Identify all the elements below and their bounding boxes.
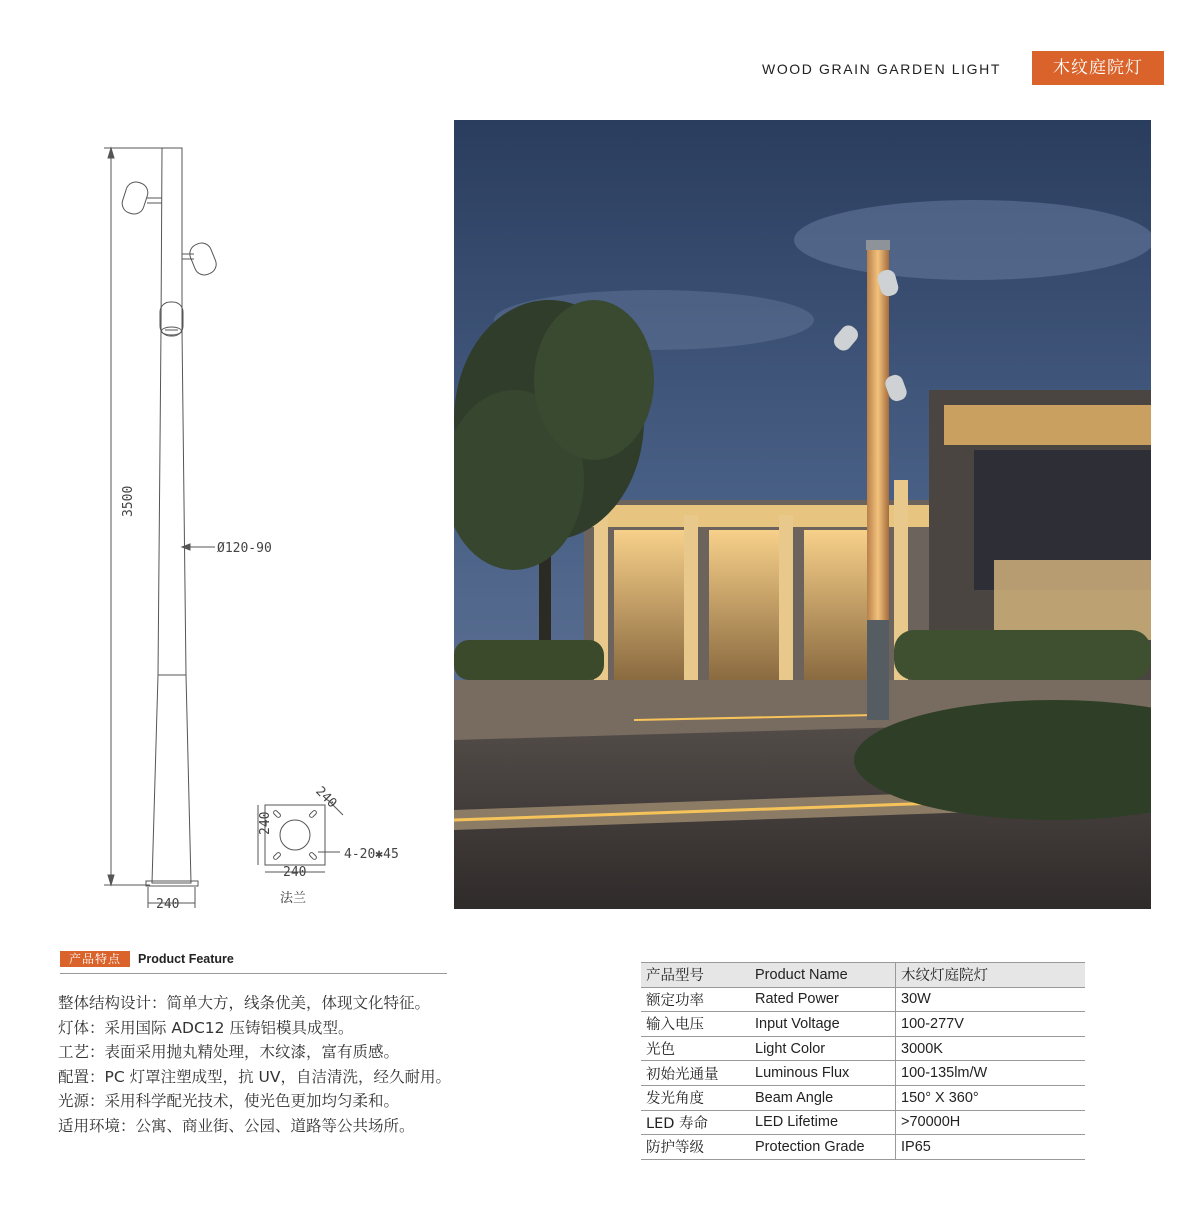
spec-label-cn: 输入电压	[641, 1012, 748, 1037]
spec-label-en: Beam Angle	[748, 1085, 896, 1110]
table-row	[641, 1012, 1085, 1037]
product-feature-badge: 产品特点	[60, 951, 130, 967]
spec-value: 30W	[896, 987, 1086, 1012]
spotlight-head-middle	[182, 240, 219, 278]
diameter-dimension-label: Ø120-90	[217, 541, 272, 556]
spec-value: 150° X 360°	[896, 1085, 1086, 1110]
spec-label-en: Light Color	[748, 1036, 896, 1061]
feature-item: 配置：PC 灯罩注塑成型，抗 UV，自洁清洗，经久耐用。	[58, 1067, 451, 1086]
spec-label-cn: 初始光通量	[641, 1061, 748, 1086]
spotlight-head-upper	[120, 179, 162, 216]
feature-item: 工艺：表面采用抛丸精处理，木纹漆，富有质感。	[58, 1043, 400, 1062]
table-row	[641, 1085, 1085, 1110]
spec-label-en: Protection Grade	[748, 1135, 896, 1160]
spec-table	[641, 962, 1085, 1160]
table-row	[641, 1110, 1085, 1135]
spec-label-cn: LED 寿命	[641, 1110, 748, 1135]
base-width-label: 240	[156, 897, 180, 912]
header-title-en: WOOD GRAIN GARDEN LIGHT	[762, 61, 1002, 77]
spec-label-en: Product Name	[748, 963, 896, 988]
feature-item: 整体结构设计：简单大方，线条优美，体现文化特征。	[58, 994, 431, 1012]
spec-value: 3000K	[896, 1036, 1086, 1061]
spec-label-en: LED Lifetime	[748, 1110, 896, 1135]
spec-label-cn: 发光角度	[641, 1085, 748, 1110]
table-row	[641, 1135, 1085, 1160]
spec-value: 100-277V	[896, 1012, 1086, 1037]
spec-label-en: Luminous Flux	[748, 1061, 896, 1086]
flange-caption: 法兰	[280, 891, 307, 906]
product-feature-header	[60, 951, 447, 974]
table-row	[641, 963, 1085, 988]
spec-label-en: Input Voltage	[748, 1012, 896, 1037]
spec-label-en: Rated Power	[748, 987, 896, 1012]
technical-drawing	[95, 138, 425, 918]
pole-outline	[152, 148, 191, 883]
spec-value: 木纹灯庭院灯	[896, 963, 1086, 988]
flange-plate-diagram	[258, 800, 343, 872]
spotlight-head-lower	[160, 302, 183, 336]
table-row	[641, 1036, 1085, 1061]
spec-label-cn: 产品型号	[641, 963, 748, 988]
feature-item: 灯体：采用国际 ADC12 压铸铝模具成型。	[58, 1018, 354, 1037]
height-dimension-label: 3500	[121, 485, 136, 517]
table-row	[641, 1061, 1085, 1086]
table-row	[641, 987, 1085, 1012]
product-feature-list	[58, 991, 451, 1139]
product-photo	[454, 120, 1151, 909]
feature-item: 光源：采用科学配光技术，使光色更加均匀柔和。	[58, 1092, 400, 1111]
product-feature-title: Product Feature	[138, 952, 234, 966]
spec-label-cn: 防护等级	[641, 1135, 748, 1160]
flange-bottom-dim-label: 240	[283, 865, 307, 880]
spec-label-cn: 光色	[641, 1036, 748, 1061]
flange-left-dim-label: 240	[258, 811, 273, 835]
flange-top-dim-label: 240	[312, 783, 340, 812]
spec-label-cn: 额定功率	[641, 987, 748, 1012]
header-title-cn-badge: 木纹庭院灯	[1032, 51, 1164, 85]
flange-bolt-spec: 4-20✱45	[344, 847, 399, 862]
spec-value: >70000H	[896, 1110, 1086, 1135]
feature-item: 适用环境：公寓、商业街、公园、道路等公共场所。	[58, 1116, 415, 1135]
spec-value: 100-135lm/W	[896, 1061, 1086, 1086]
spec-value: IP65	[896, 1135, 1086, 1160]
